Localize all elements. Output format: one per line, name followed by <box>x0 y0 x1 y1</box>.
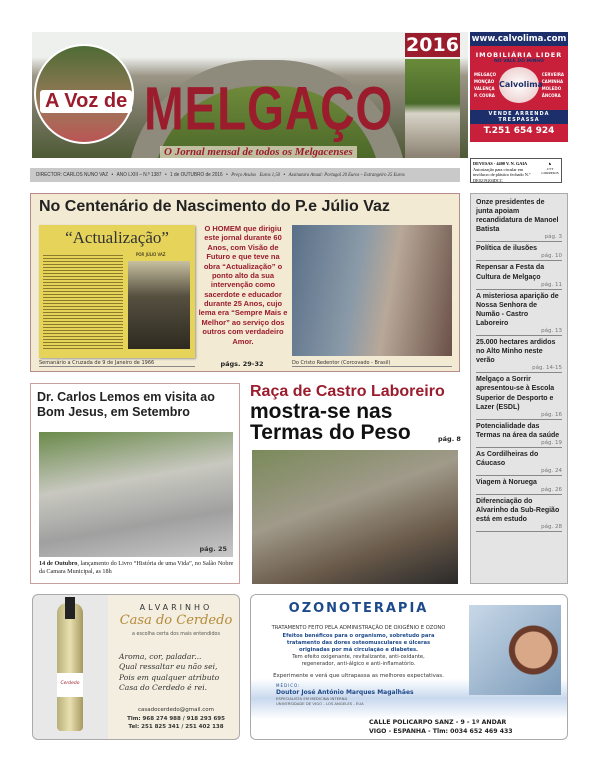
clipping-image <box>39 225 195 358</box>
issue: ANO LXIII – N.º 1387 <box>116 172 162 178</box>
carlos-page: pág. 25 <box>199 545 227 553</box>
caption-left: Semanário a Cruzada de 9 de Janeiro de 1966 <box>39 360 195 367</box>
ad-contacts <box>115 706 237 732</box>
sidebar-item-page: pág. 10 <box>541 253 562 260</box>
sidebar-item-title[interactable]: Diferenciação do Alvarinho da Sub-Região está em estudo <box>476 498 560 524</box>
sidebar-item-page: pág. 16 <box>541 411 562 418</box>
postal-permit <box>470 158 562 183</box>
sidebar-item-title[interactable]: Onze presidentes de junta apoiam recandidatura de Manoel Batista <box>476 199 559 234</box>
dogs-photo <box>252 450 458 584</box>
doctor-credentials: ESPECIALISTA EM MEDICINA INTERNA UNIVERSIDADE DE VIGO - LOS ANGELES - EUA <box>276 696 364 706</box>
ad-subtitle: TRATAMENTO FEITO PELA ADMINISTRAÇÃO DE OXIGÉNIO E OZONO <box>271 625 446 631</box>
ad-address: CALLE POLICARPO SANZ - 9 - 1º ANDAR VIGO - ESPANHA - Tlm: 0034 652 469 433 <box>369 719 513 735</box>
feature-body: O HOMEM que dirigiu este jornal durante 60 Anos, com Visão de Futuro e que teve na obra “Actualização” o ponto alto da sua intervenção como sacerdote e educador durante 25 Anos, cujo lema era “Sempre Mais e Melhor” ao serviço dos outros com verdadeiro Amor. <box>198 224 288 346</box>
sidebar-item-title[interactable]: Viagem à Noruega <box>476 479 537 487</box>
rio-photo <box>292 225 452 356</box>
price-label: Preço Avulso <box>231 172 257 178</box>
carlos-photo <box>39 432 233 557</box>
caption-right: Do Cristo Redentor (Corcovado - Brasil) <box>292 360 452 367</box>
sidebar-item-title[interactable]: Política de ilusões <box>476 245 538 253</box>
postal-line: Autorização para circular em invólucro de plástico fechado N.º DE0219204DCC <box>473 166 531 183</box>
bottle-label: Cerdedo <box>57 673 83 697</box>
sidebar-item-page: pág. 13 <box>541 328 562 335</box>
info-strip: DIRECTOR: CARLOS NUNO VAZ • ANO LXIII – N.º 1387 • 1 de OUTUBRO de 2016 • Preço Avulso Euros 1,50 • Assinatura Anual: Portugal 20 Euros – Estrangeiro 25 Euros <box>30 168 460 182</box>
town: ÂNCORA <box>541 93 561 98</box>
ad-email[interactable]: casadocerdedo@gmail.com <box>137 707 215 713</box>
sidebar-item-page: pág. 19 <box>541 439 562 446</box>
ad-label: ALVARINHO <box>139 603 213 612</box>
town: MOLEDO <box>541 86 562 91</box>
portrait-photo <box>128 261 190 349</box>
caption-text: , lançamento do Livro “História de uma Vida”, no Salão Nobre da Camara Municipal, as 18h <box>39 560 234 576</box>
raca-kicker[interactable]: Raça de Castro Laboreiro <box>250 383 445 400</box>
carlos-caption <box>39 560 235 577</box>
caption-date: 14 de Outubro <box>39 560 78 567</box>
ad-benefits: Efeitos benéficos para o organismo, sobretudo para tratamento das dores osteomusculares e úlceras originadas por má circulação e diabetes. <box>282 633 435 653</box>
calvolima-ad[interactable] <box>470 32 568 142</box>
year-badge: 2016 <box>406 34 459 56</box>
masthead-tagline: O Jornal mensal de todos os Melgacenses <box>160 146 357 158</box>
smiling-woman-image <box>469 605 561 695</box>
ad-phone: T.251 654 924 <box>483 126 555 136</box>
sidebar-item-page: pág. 14-15 <box>532 365 562 372</box>
sidebar-index <box>470 193 568 584</box>
ctt-logo: ♞ CTT CORREIOS <box>541 162 559 176</box>
calvolima-logo: Calvolima <box>499 67 539 103</box>
clipping-byline: POR JÚLIO VAZ <box>136 252 166 257</box>
raca-title[interactable]: mostra-se nas Termas do Peso <box>250 400 411 445</box>
sidebar-item-page: pág. 24 <box>541 468 562 475</box>
ad-slogan: a escolha certa dos mais entendidos <box>132 632 220 637</box>
masthead <box>32 32 468 158</box>
town: VALENÇA <box>474 86 495 91</box>
ad-title: OZONOTERAPIA <box>288 601 429 616</box>
director: DIRECTOR: CARLOS NUNO VAZ <box>36 172 109 178</box>
ad-url[interactable]: www.calvolima.com <box>471 34 567 44</box>
ad-cta: Experimente e verá que ultrapassa as melhores expectativas. <box>273 673 444 679</box>
masthead-prefix: A Voz de <box>40 90 132 113</box>
sidebar-item[interactable] <box>476 420 562 448</box>
sidebar-item[interactable] <box>476 242 562 261</box>
ad-effects: Tem efeito oxigenante, revitalizante, anti-oxidante, regenerador, anti-álgico e anti-inflamatório. <box>292 654 425 667</box>
sidebar-item[interactable] <box>476 476 562 495</box>
doctor-name: Doutor José António Marques Magalhães <box>276 689 414 696</box>
price: Euros 1,50 <box>259 172 281 178</box>
town: MELGAÇO <box>474 72 496 77</box>
clipping-title: “Actualização” <box>65 228 169 247</box>
postal-line: DEVESAS - 4400 V. N. GAIA <box>473 161 528 166</box>
town: MONÇÃO <box>474 79 495 84</box>
ozono-ad[interactable] <box>250 594 568 740</box>
carlos-title[interactable]: Dr. Carlos Lemos em visita ao Bom Jesus, em Setembro <box>37 390 215 419</box>
sidebar-item-title[interactable]: Repensar a Festa da Cultura de Melgaço <box>476 264 545 281</box>
sidebar-item[interactable] <box>476 290 562 336</box>
sidebar-item-page: pág. 26 <box>541 487 562 494</box>
sidebar-item-title[interactable]: As Cordilheiras do Cáucaso <box>476 450 539 467</box>
sidebar-item-page: pág. 3 <box>544 234 562 241</box>
sidebar-item-title[interactable]: Melgaço a Sorrir apresentou-se à Escola Superior de Desporto e Lazer (ESDL) <box>476 376 555 411</box>
doctor-label: MÉDICO: <box>276 683 301 688</box>
sidebar-item-title[interactable]: Potencialidade das Termas na área da saúde <box>476 422 560 439</box>
date: 1 de OUTUBRO de 2016 <box>170 172 223 178</box>
feature-pages: págs. 29-32 <box>220 360 264 368</box>
landscape-images <box>405 59 460 158</box>
sidebar-item-page: pág. 11 <box>541 281 562 288</box>
sidebar-item[interactable] <box>476 261 562 289</box>
town: CERVEIRA <box>541 72 564 77</box>
sidebar-item-title[interactable]: A misteriosa aparição de Nossa Senhora de Numão - Castro Laboreiro <box>476 292 559 327</box>
feature-title[interactable]: No Centenário de Nascimento do P.e Júlio Vaz <box>39 198 390 215</box>
town: CAMINHA <box>541 79 564 84</box>
sidebar-item[interactable] <box>476 495 562 532</box>
ad-mobile: Tlm: 968 274 988 / 918 293 695 <box>127 715 225 722</box>
carlos-article[interactable] <box>30 383 240 584</box>
ad-poem: Aroma, cor, paladar... Qual ressaltar eu não sei, Pois em qualquer atributo Casa do Cerdedo é rei. <box>119 652 220 692</box>
sidebar-item[interactable] <box>476 336 562 373</box>
ad-phone: Tel: 251 825 341 / 251 402 138 <box>128 724 224 731</box>
ad-brand: Casa do Cerdedo <box>119 613 233 628</box>
ad-sub: NO VALE DO MINHO <box>494 59 544 64</box>
town: P. COURA <box>474 93 495 98</box>
wine-bottle-image <box>57 603 83 731</box>
cerdedo-ad[interactable] <box>32 594 240 740</box>
feature-article[interactable] <box>30 193 460 372</box>
ad-services: VENDE ARRENDA TRESPASSA <box>470 110 568 124</box>
ad-headline: IMOBILIÁRIA LIDER <box>475 51 563 59</box>
sidebar-item-page: pág. 28 <box>541 524 562 531</box>
sidebar-item[interactable] <box>476 448 562 476</box>
subscription: Assinatura Anual: Portugal 20 Euros – Estrangeiro 25 Euros <box>288 172 405 178</box>
masthead-title: MELGAÇO <box>144 73 394 143</box>
sidebar-item[interactable] <box>476 196 562 242</box>
sidebar-item[interactable] <box>476 373 562 419</box>
clipping-text <box>43 253 123 349</box>
raca-page: pág. 8 <box>438 435 461 443</box>
sidebar-item-title[interactable]: 25.000 hectares ardidos no Alto Minho neste verão <box>476 339 556 365</box>
